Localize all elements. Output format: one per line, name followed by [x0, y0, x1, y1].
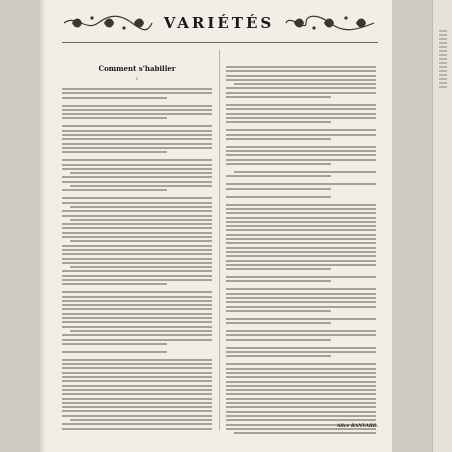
- text-line: [226, 381, 376, 383]
- text-line: [226, 347, 376, 349]
- text-line: [70, 172, 212, 174]
- text-line: [62, 262, 212, 264]
- text-line: [62, 88, 212, 90]
- text-line: [226, 402, 376, 404]
- text-line: [62, 326, 212, 328]
- article-section-number: I: [136, 76, 138, 81]
- text-line: [62, 359, 212, 361]
- text-line: [226, 415, 376, 417]
- text-line: [226, 322, 331, 324]
- text-line: [226, 372, 376, 374]
- text-line: [62, 210, 212, 212]
- text-line: [226, 163, 331, 165]
- text-line: [226, 251, 376, 253]
- column-divider: [219, 50, 220, 430]
- text-line: [62, 398, 212, 400]
- text-line: [226, 66, 376, 68]
- text-line: [70, 419, 212, 421]
- section-title: VARIÉTÉS: [163, 14, 275, 32]
- text-line: [226, 79, 376, 81]
- text-line: [62, 343, 167, 345]
- text-line: [62, 215, 212, 217]
- text-line: [226, 117, 376, 119]
- text-line: [62, 249, 212, 251]
- author-signature: Alice RANVARD.: [336, 424, 378, 429]
- text-line: [70, 206, 212, 208]
- floral-ornament-left-icon: [62, 12, 154, 34]
- text-line: [62, 389, 212, 391]
- text-line: [62, 372, 212, 374]
- text-line: [62, 168, 212, 170]
- text-line: [62, 410, 212, 412]
- text-line: [62, 138, 212, 140]
- text-line: [226, 212, 376, 214]
- text-line: [62, 283, 167, 285]
- text-line: [62, 164, 212, 166]
- text-line: [226, 238, 376, 240]
- text-line: [62, 176, 212, 178]
- text-line: [226, 108, 376, 110]
- text-line: [226, 70, 376, 72]
- text-line: [62, 147, 212, 149]
- text-line: [226, 351, 376, 353]
- text-line: [62, 109, 212, 111]
- text-line: [62, 334, 212, 336]
- text-line: [226, 398, 376, 400]
- adjacent-page-text: [439, 30, 447, 90]
- text-line: [226, 376, 376, 378]
- text-line: [226, 208, 376, 210]
- section-header: [58, 8, 380, 38]
- text-line: [62, 304, 212, 306]
- text-line: [226, 389, 376, 391]
- text-line: [226, 150, 376, 152]
- text-line: [62, 189, 167, 191]
- article-title: Comment s'habiller: [98, 64, 176, 73]
- text-line: [226, 339, 331, 341]
- text-line: [62, 159, 212, 161]
- text-line: [62, 92, 212, 94]
- text-line: [226, 363, 376, 365]
- text-line: [62, 380, 212, 382]
- text-line: [62, 300, 212, 302]
- text-line: [62, 134, 212, 136]
- text-line: [226, 183, 376, 185]
- text-line: [226, 280, 331, 282]
- text-line: [226, 92, 376, 94]
- text-line: [226, 96, 331, 98]
- text-line: [62, 270, 212, 272]
- text-line: [62, 97, 167, 99]
- text-line: [226, 225, 376, 227]
- text-line: [226, 276, 376, 278]
- text-line: [226, 204, 376, 206]
- floral-ornament-right-icon: [284, 12, 376, 34]
- text-line: [226, 306, 376, 308]
- text-line: [226, 188, 331, 190]
- text-line: [62, 363, 212, 365]
- article-column-left: [62, 88, 212, 432]
- text-line: [62, 428, 212, 430]
- text-line: [62, 130, 212, 132]
- header-rule: [62, 42, 378, 43]
- text-line: [62, 339, 212, 341]
- text-line: [226, 393, 376, 395]
- text-line: [62, 227, 212, 229]
- text-line: [62, 151, 167, 153]
- text-line: [226, 113, 376, 115]
- text-line: [226, 297, 376, 299]
- text-line: [226, 406, 376, 408]
- text-line: [62, 393, 212, 395]
- text-line: [226, 146, 376, 148]
- text-line: [226, 411, 376, 413]
- text-line: [62, 197, 212, 199]
- text-line: [226, 234, 376, 236]
- text-line: [226, 175, 331, 177]
- text-line: [62, 406, 212, 408]
- text-line: [62, 181, 212, 183]
- text-line: [62, 275, 212, 277]
- page-fold-shadow: [40, 0, 46, 452]
- text-line: [226, 255, 376, 257]
- text-line: [62, 245, 212, 247]
- text-line: [226, 159, 376, 161]
- text-line: [70, 219, 212, 221]
- text-line: [226, 301, 376, 303]
- text-line: [62, 279, 212, 281]
- text-line: [226, 75, 376, 77]
- text-line: [62, 423, 212, 425]
- text-line: [226, 134, 376, 136]
- text-line: [62, 117, 167, 119]
- text-line: [226, 221, 376, 223]
- text-line: [226, 355, 331, 357]
- text-line: [226, 121, 331, 123]
- text-line: [62, 296, 212, 298]
- text-line: [62, 367, 212, 369]
- text-line: [226, 217, 376, 219]
- text-line: [62, 105, 212, 107]
- text-line: [226, 154, 376, 156]
- text-line: [62, 253, 212, 255]
- text-line: [70, 240, 212, 242]
- text-line: [226, 242, 376, 244]
- text-line: [62, 236, 212, 238]
- text-line: [62, 202, 212, 204]
- text-line: [226, 288, 376, 290]
- text-line: [62, 308, 212, 310]
- text-line: [226, 260, 376, 262]
- text-line: [62, 143, 212, 145]
- text-line: [226, 229, 376, 231]
- text-line: [226, 104, 376, 106]
- article-column-right: [226, 66, 376, 434]
- text-line: [226, 247, 376, 249]
- text-line: [62, 113, 212, 115]
- text-line: [226, 87, 376, 89]
- text-line: [226, 268, 331, 270]
- text-line: [234, 83, 376, 85]
- text-line: [226, 264, 376, 266]
- text-line: [226, 334, 376, 336]
- text-line: [62, 232, 212, 234]
- text-line: [226, 138, 331, 140]
- text-line: [226, 293, 376, 295]
- text-line: [62, 258, 212, 260]
- text-line: [62, 125, 212, 127]
- text-line: [226, 129, 376, 131]
- text-line: [62, 291, 212, 293]
- text-line: [62, 317, 212, 319]
- text-line: [62, 321, 212, 323]
- text-line: [226, 385, 376, 387]
- text-line: [226, 310, 331, 312]
- text-line: [226, 419, 376, 421]
- text-line: [234, 171, 376, 173]
- text-line: [226, 196, 331, 198]
- text-line: [62, 385, 212, 387]
- text-line: [62, 402, 212, 404]
- text-line: [62, 376, 212, 378]
- text-line: [70, 266, 212, 268]
- text-line: [70, 185, 212, 187]
- text-line: [62, 313, 212, 315]
- text-line: [226, 330, 376, 332]
- text-line: [62, 223, 212, 225]
- text-line: [62, 415, 212, 417]
- text-line: [70, 330, 212, 332]
- text-line: [62, 351, 167, 353]
- text-line: [226, 368, 376, 370]
- text-line: [234, 432, 376, 434]
- text-line: [226, 318, 376, 320]
